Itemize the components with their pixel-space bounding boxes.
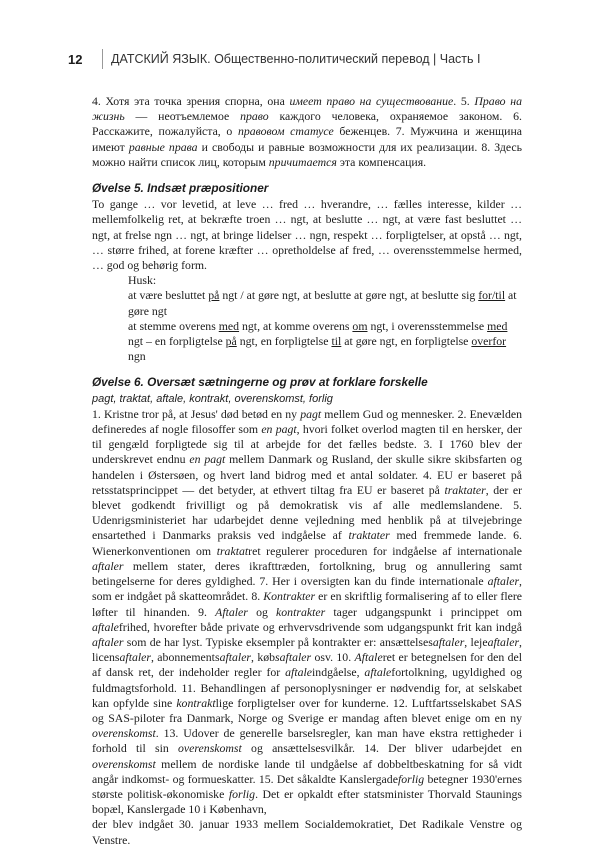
page-body [92, 94, 523, 847]
husk-line-1: at være besluttet på ngt / at gøre ngt, at beslutte at gøre ngt, at beslutte sig for/til at gøre ngt [128, 288, 517, 318]
husk-line-2: at stemme overens med ngt, at komme overens om ngt, i overensstemmelse med ngt – en forpligtelse på ngt, en forpligtelse til at gøre ngt, en forpligtelse overfor ngn [128, 318, 508, 364]
husk-label: Husk: [128, 273, 157, 288]
husk-note [92, 273, 522, 364]
exercise-5-heading: Øvelse 5. Indsæt præpositioner [92, 181, 269, 196]
page-number: 12 [68, 51, 83, 67]
running-title: ДАТСКИЙ ЯЗЫК. Общественно-политический перевод | Часть I [111, 52, 481, 66]
exercise-6-text: 1. Kristne tror på, at Jesus' død betød en ny pagt mellem Gud og mennesker. 2. Enevælden defineredes af nogle filosoffer som en pagt, hvori folket overlod magten til en hersker, der til gengæld forpligtede sig til at arbejde for det fælles bedste. 3. I 1760 blev der underskrevet endnu en pagt mellem Danmark og Rusland, der skulle sikre skibsfarten og handelen i Østersøen, og hvert land bidrog med et antal soldater. 4. EU er baseret på retsstatsprincippet — det betyder, at ethvert tiltag fra EU er baseret på traktater, der er blevet godkendt frivilligt og på demokratisk vis af alle medlemslandene. 5. Udenrigsministeriet har udarbejdet denne vejledning med henblik på at tilvejebringe ensartethed i Danmarks praksis ved indgåelse af traktater med fremmede lande. 6. Wienerkonventionen om traktatret regulerer proceduren for indgåelse af internationale aftaler mellem stater, deres ikrafttræden, fortolkning, brug og annullering samt betingelserne for deres gyldighed. 7. Her i oversigten kan du finde internationale aftaler, som er indgået på skatteområdet. 8. Kontrakter er en skriftlig formalisering af to eller flere løfter til hinanden. 9. Aftaler og kontrakter tager udgangspunkt i princippet om aftalefrihed, hvorefter både private og erhvervsdrivende som udgangspunkt frit kan indgå aftaler som de har lyst. Typiske eksempler på kontrakter er: ansættelsesaftaler, lejeaftaler, licensaftaler, abonnementsaftaler, købsaftaler osv. 10. Aftaleret er betegnelsen for den del af dansk ret, der indeholder regler for aftaleindgåelse, aftalefortolkning, ugyldighed og fuldmagtsforhold. 11. Behandlingen af personoplysninger er nødvendig for, at selskabet kan opfylde sine kontraktlige forpligtelser over for kunderne. 12. Luftfartsselskabet SAS og SAS-piloter fra Danmark, Norge og Sverige er mandag aften blevet enige om en ny overenskomst. 13. Udover de generelle barselsregler, kan man have ekstra rettigheder i forhold til sin overenskomst og ansættelsesvilkår. 14. Der bliver udarbejdet en overenskomst mellem de nordiske lande til undgåelse af dobbeltbeskatning for så vidt angår indkomst- og formueskatter. 15. Det såkaldte Kanslergadeforlig betegner 1930'ernes største politisk-økonomiske forlig. Det er opkaldt efter statsminister Thorvald Staunings bopæl, Kanslergade 10 i København, [92, 406, 523, 817]
header-divider [102, 49, 103, 69]
exercise-6-subheading: pagt, traktat, aftale, kontrakt, overenskomst, forlig [92, 392, 333, 405]
intro-paragraph: 4. Хотя эта точка зрения спорна, она имеет право на существование. 5. Право на жизнь — неотъемлемое право каждого человека, охраняемое законом. 6. Расскажите, пожалуйста, о правовом статусе беженцев. 7. Мужчина и женщина имеют равные права и свободы и равные возможности для их реализации. 8. Здесь можно найти список лиц, которым причитается эта компенсация. [92, 94, 522, 169]
exercise-5-text: To gange … vor levetid, at leve … fred … hverandre, … fælles interesse, kilder … mellemfolkelig ret, at bekræfte troen … ngt, at beslutte … ngt, at være fast besluttet … ngt, at frelse ngn … ngt, at bringe lidelser … ngn, respekt … forpligtelser, at opstå … ngt, … større frihed, at forene kræfter … opretholdelse af fred, … overensstemmelse hermed, … god og behørig form. [92, 197, 522, 273]
exercise-6-heading: Øvelse 6. Oversæt sætningerne og prøv at forklare forskelle [92, 375, 428, 390]
running-header [68, 47, 538, 71]
exercise-6-cut-line: der blev indgået 30. januar 1933 mellem Socialdemokratiet, Det Radikale Venstre og Venstre. [92, 817, 522, 847]
